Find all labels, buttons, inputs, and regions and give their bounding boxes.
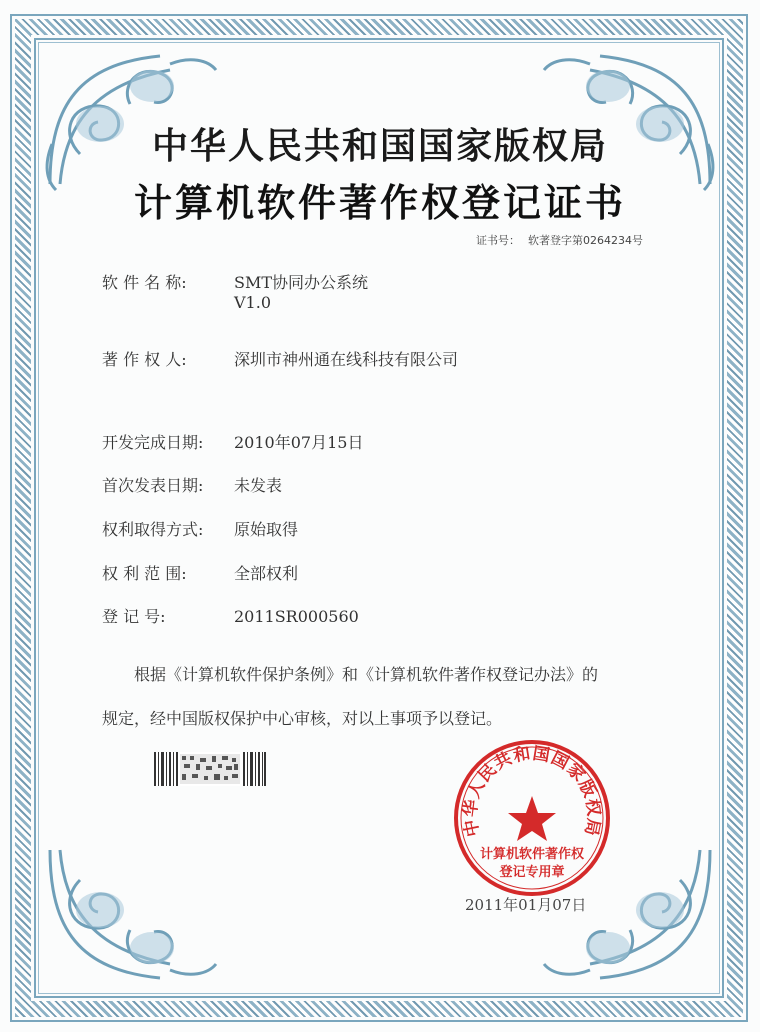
corner-ornament-bottom-left <box>40 840 220 990</box>
certificate-title: 计算机软件著作权登记证书 <box>133 181 626 225</box>
field-value: 未发表 <box>234 476 283 495</box>
certificate-number <box>476 232 643 248</box>
field-label: 登 记 号: <box>102 607 166 626</box>
field-first-publish-date <box>102 473 282 496</box>
certificate-number-label: 证书号： <box>476 234 520 247</box>
field-label: 著 作 权 人: <box>102 350 187 369</box>
field-value: 2010年07月15日 <box>234 433 364 452</box>
barcode-icon <box>154 752 266 786</box>
field-copyright-owner <box>102 347 458 370</box>
seal-ring-text: 中华人民共和国国家版权局 <box>460 743 604 839</box>
field-development-date <box>102 430 363 453</box>
field-label: 开发完成日期: <box>102 433 204 452</box>
field-acquisition-method <box>102 517 298 540</box>
field-value: SMT协同办公系统 <box>234 273 369 292</box>
field-rights-scope <box>102 561 298 584</box>
field-value-version: V1.0 <box>234 293 271 312</box>
body-text-line-1: 根据《计算机软件保护条例》和《计算机软件著作权登记办法》的 <box>134 665 599 684</box>
seal-star-icon <box>508 796 556 841</box>
field-label: 权利取得方式: <box>102 520 204 539</box>
body-text-line-2: 规定，经中国版权保护中心审核，对以上事项予以登记。 <box>102 709 503 728</box>
seal-center-line-2: 登记专用章 <box>499 865 565 880</box>
field-value: 深圳市神州通在线科技有限公司 <box>234 350 459 369</box>
field-registration-number <box>102 604 359 627</box>
field-software-name <box>102 270 368 312</box>
seal-center-line-1: 计算机软件著作权 <box>479 847 585 862</box>
issuer-title: 中华人民共和国国家版权局 <box>151 126 608 167</box>
field-label: 首次发表日期: <box>102 476 204 495</box>
field-label: 权 利 范 围: <box>102 564 187 583</box>
field-value: 原始取得 <box>234 520 299 539</box>
certificate-number-value: 软著登字第0264234号 <box>528 234 643 247</box>
field-value: 2011SR000560 <box>234 607 359 626</box>
field-value: 全部权利 <box>234 564 299 583</box>
field-label: 软 件 名 称: <box>102 273 187 292</box>
official-seal <box>452 738 612 898</box>
issue-date: 2011年01月07日 <box>465 896 587 914</box>
